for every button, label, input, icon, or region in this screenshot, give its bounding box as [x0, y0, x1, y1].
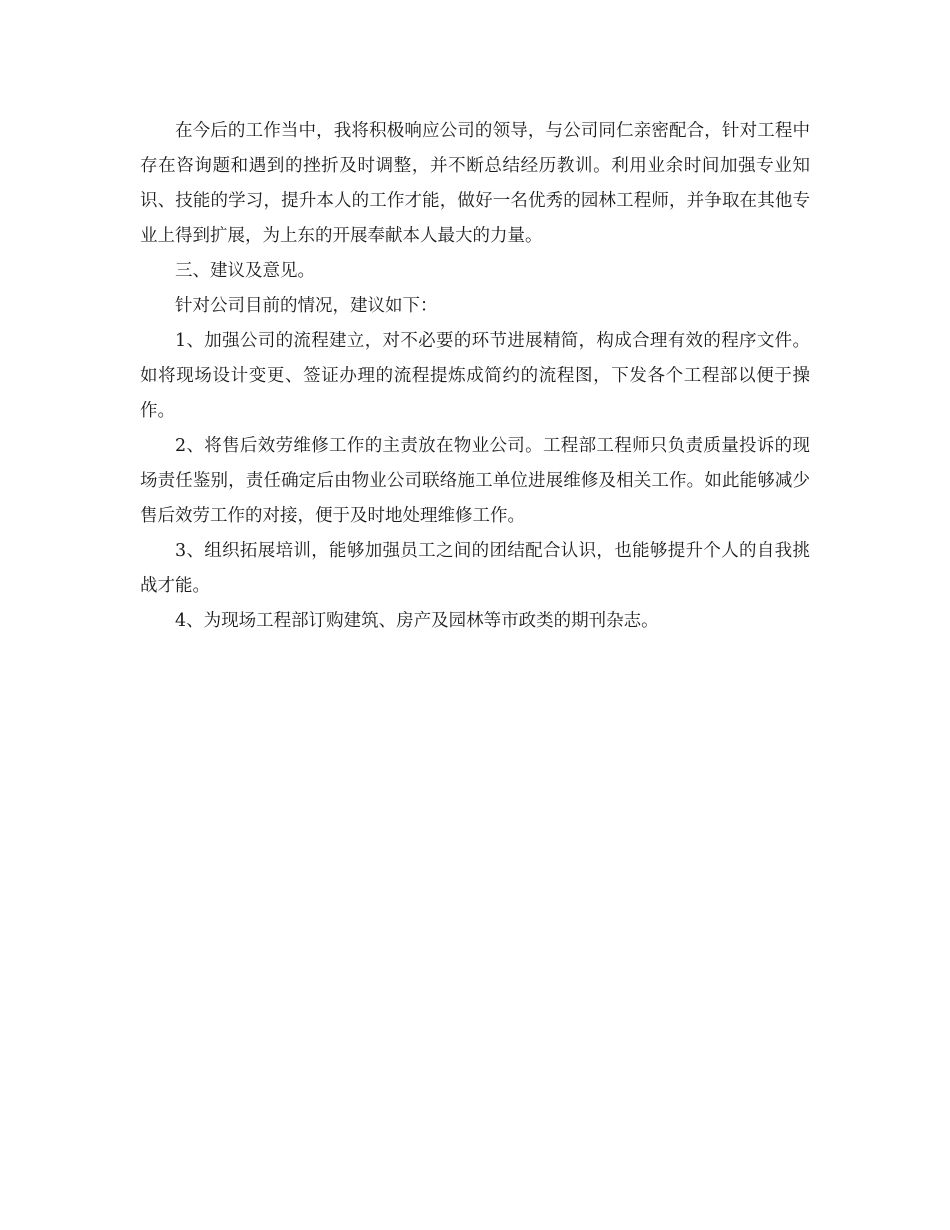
- paragraph-suggestions-intro: 针对公司目前的情况，建议如下：: [175, 296, 438, 316]
- suggestion-item-2: 2、将售后效劳维修工作的主责放在物业公司。工程部工程师只负责质量投诉的现场责任鉴别，责任确定后由物业公司联络施工单位进展维修及相关工作。如此能够减少售后效劳工作的对接，便于及时地处理维修工作。: [140, 436, 810, 526]
- suggestion-item-4: 4、为现场工程部订购建筑、房产及园林等市政类的期刊杂志。: [175, 611, 659, 631]
- suggestion-item-1: 1、加强公司的流程建立，对不必要的环节进展精简，构成合理有效的程序文件。如将现场设计变更、签证办理的流程提炼成简约的流程图，下发各个工程部以便于操作。: [140, 331, 810, 421]
- document-body: [140, 114, 810, 639]
- paragraph-work-plan: 在今后的工作当中，我将积极响应公司的领导，与公司同仁亲密配合，针对工程中存在咨询题和遇到的挫折及时调整，并不断总结经历教训。利用业余时间加强专业知识、技能的学习，提升本人的工作才能，做好一名优秀的园林工程师，并争取在其他专业上得到扩展，为上东的开展奉献本人最大的力量。: [140, 121, 810, 246]
- suggestion-item-3: 3、组织拓展培训，能够加强员工之间的团结配合认识，也能够提升个人的自我挑战才能。: [140, 541, 810, 596]
- section-heading-suggestions: 三、建议及意见。: [175, 261, 315, 281]
